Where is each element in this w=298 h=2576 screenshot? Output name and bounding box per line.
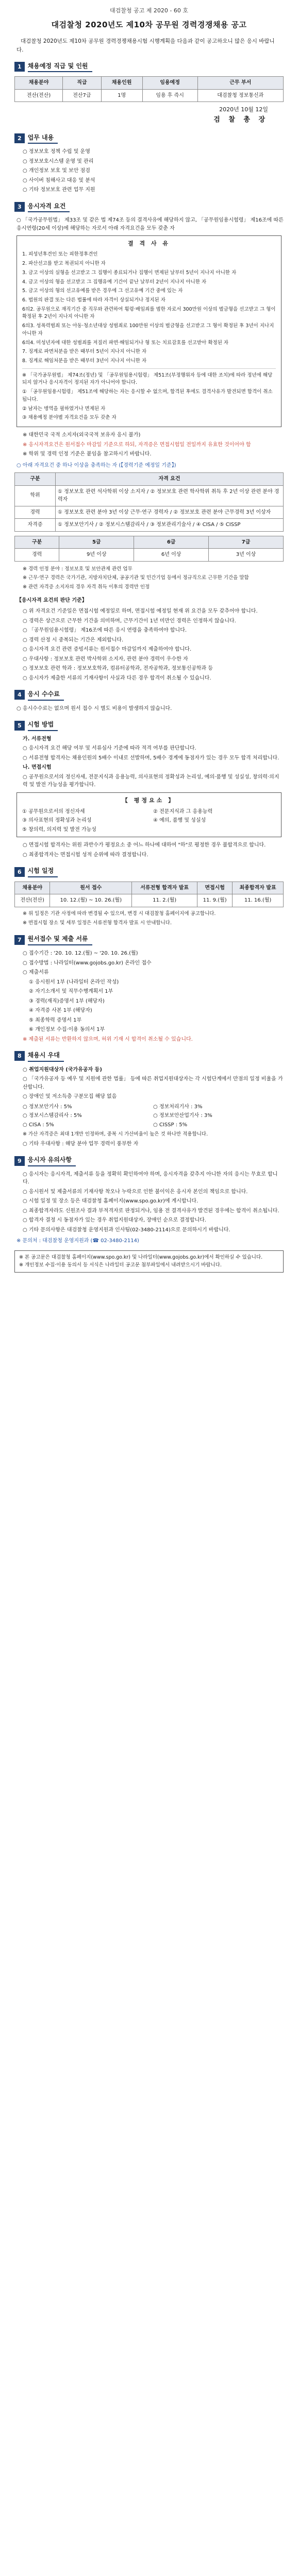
list-item: 5. 금고 이상의 형의 선고유예를 받은 경우에 그 선고유예 기간 중에 있는 자 <box>22 288 183 294</box>
table-cell: 11. 9.(월) <box>197 894 233 907</box>
table-cell: 6년 이상 <box>134 549 209 562</box>
list-item: ※ 면접시험 장소 및 세부 일정은 서류전형 합격자 발표 시 안내합니다. <box>23 920 172 926</box>
evaluation-factors-box <box>16 792 282 838</box>
list-item: ※ 제출된 서류는 반환하지 않으며, 허위 기재 시 합격이 취소될 수 있습니다. <box>23 1036 193 1042</box>
table-header: 6급 <box>134 536 209 549</box>
section-label: 응시 수수료 <box>28 689 64 701</box>
list-item: ③ 채용예정 분야별 자격요건을 모두 갖춘 자 <box>22 415 117 421</box>
footer-text: ※ 본 공고문은 대검찰청 홈페이지(www.spo.go.kr) 및 나라일터(www.gojobs.go.kr)에서 확인하실 수 있습니다. <box>19 1254 263 1260</box>
table-cell: 학위 <box>15 485 56 506</box>
document-number: 대검찰청 공고 제 2020 - 60 호 <box>110 7 188 14</box>
list-item: ③ 경력(재직)증명서 1부 (해당자) <box>29 998 105 1004</box>
list-item: ○ 합격자 결정 시 동점자가 있는 경우 취업지원대상자, 장애인 순으로 결정합니다. <box>23 1217 206 1224</box>
list-item: ⑤ 창의력, 의지력 및 발전 가능성 <box>22 826 96 833</box>
application-list <box>23 950 284 1043</box>
list-item: ○ 정보보안산업기사 : 3% <box>153 1113 212 1119</box>
table-row <box>15 89 284 102</box>
list-item: ○ 「공무원임용시험령」 제16조에 따른 응시 연령을 충족하여야 합니다. <box>23 628 187 634</box>
list-item: ○ CISA : 5% <box>23 1122 54 1128</box>
box-title: 【 평정요소 】 <box>122 796 176 804</box>
caution-list <box>23 1171 284 1234</box>
table-row <box>15 485 284 506</box>
list-item: 3. 금고 이상의 실형을 선고받고 그 집행이 종료되거나 집행이 면제된 날부터 5년이 지나지 아니한 자 <box>22 269 237 276</box>
list-item: ※ 근무·연구 경력은 국가기관, 지방자치단체, 공공기관 및 민간기업 등에서 정규직으로 근무한 기간을 말함 <box>23 575 249 581</box>
section-label: 원서접수 및 제출 서류 <box>28 934 92 945</box>
table-header: 최종합격자 발표 <box>233 882 284 894</box>
list-item: ○ 위 자격요건 기준일은 면접시험 예정일로 하며, 면접시험 예정일 현재 위 요건을 모두 갖추어야 합니다. <box>23 608 258 615</box>
exam-after-list <box>23 841 284 859</box>
list-item: ○ 시험 일정 및 장소 등은 대검찰청 홈페이지(www.spo.go.kr)에 게시합니다. <box>23 1198 198 1205</box>
table-row <box>15 519 284 532</box>
table-cell: 1명 <box>101 89 142 102</box>
table-header: 면접시험 <box>197 882 233 894</box>
list-item: ○ 공무원으로서의 정신자세, 전문지식과 응용능력, 의사표현의 정확성과 논리성, 예의·품행 및 성실성, 창의력·의지력 및 발전 가능성을 평가합니다. <box>23 774 279 788</box>
table-header: 원서 접수 <box>50 882 132 894</box>
table-cell: 경력 <box>15 506 56 519</box>
table-header: 서류전형 합격자 발표 <box>132 882 197 894</box>
table-cell: 자격증 <box>15 519 56 532</box>
list-item: ② 자기소개서 및 직무수행계획서 1부 <box>29 989 113 995</box>
section-number: 2 <box>14 133 25 143</box>
list-item: ※ 응시자격요건은 원서접수 마감일 기준으로 하되, 자격증은 면접시험일 전일까지 유효한 것이어야 함 <box>23 442 251 448</box>
section-header-4 <box>14 689 284 701</box>
table-header: 구분 <box>15 473 56 486</box>
table-header: 직급 <box>63 77 101 90</box>
criteria-list <box>23 607 284 682</box>
list-item: ※ 가산 자격증은 최대 1개만 인정하며, 중복 시 가산비율이 높은 것 하나만 적용합니다. <box>23 1131 208 1138</box>
list-item: ② 전문지식과 그 응용능력 <box>153 808 213 815</box>
list-item: ⑤ 최종학력 증명서 1부 <box>29 1017 82 1023</box>
qualification-notes <box>23 431 284 459</box>
list-item: 6의2. 공무원으로 재직기간 중 직무와 관련하여 횡령·배임죄를 범한 자로서 300만원 이상의 벌금형을 선고받고 그 형이 확정된 후 2년이 지나지 아니한 자 <box>22 306 276 320</box>
page-title: 대검찰청 2020년도 제10차 공무원 경력경쟁채용 공고 <box>51 20 247 30</box>
section-header-6 <box>14 866 284 877</box>
positions-table <box>14 76 284 102</box>
list-item: ○ 장애인 및 저소득층 구분모집 해당 없음 <box>23 1094 117 1100</box>
list-item: ○ 응시원서 및 제출서류의 기재사항 착오나 누락으로 인한 불이익은 응시자 본인의 책임으로 합니다. <box>23 1189 248 1195</box>
list-item: 가. 서류전형 <box>23 736 52 742</box>
section-number: 7 <box>14 935 25 945</box>
list-item: ○ 응시자가 제출한 서류의 기재사항이 사실과 다른 경우 합격이 취소될 수 있습니다. <box>23 675 211 681</box>
list-item: ○ 서류전형 합격자는 채용인원의 5배수 이내로 선발하며, 5배수 경계에 동점자가 있는 경우 모두 합격 처리합니다. <box>23 755 279 761</box>
section-header-2 <box>14 133 284 144</box>
list-item: ① 「공무원임용시험령」 제51조에 해당하는 자는 응시할 수 없으며, 합격된 후에도 결격사유가 발견되면 합격이 취소됩니다. <box>22 389 273 402</box>
table-cell: ① 정보보호 관련 분야 3년 이상 근무·연구 경력자 / ② 정보보호 관련 분야 근무경력 3년 이상자 <box>56 506 284 519</box>
list-item: 2. 파산선고를 받고 복권되지 아니한 자 <box>22 261 106 267</box>
table-notes <box>23 566 284 591</box>
requirements-table <box>14 472 284 532</box>
table-cell: ① 정보보안기사 / ② 정보시스템감리사 / ③ 정보관리기술사 / ④ CISA / ⑤ CISSP <box>56 519 284 532</box>
list-item: 7. 징계로 파면처분을 받은 때부터 5년이 지나지 아니한 자 <box>22 349 147 355</box>
table-row <box>15 549 284 562</box>
list-item: ※ 관련 자격증 소지자의 경우 자격 취득 이후의 경력만 인정 <box>23 584 150 590</box>
list-item: ○ 기타 문의사항은 대검찰청 운영지원과 인사팀(02-3480-2114)으로 문의하시기 바랍니다. <box>23 1227 230 1233</box>
section-label: 응시자격 요건 <box>28 201 70 213</box>
list-item: ※ 학위 및 경력 인정 기준은 붙임을 참고하시기 바랍니다. <box>23 451 152 457</box>
list-item: ○ 기타 우대사항 : 해당 분야 업무 경력이 풍부한 자 <box>23 1141 139 1147</box>
table-cell: ① 정보보호 관련 석사학위 이상 소지자 / ② 정보보호 관련 학사학위 취득 후 2년 이상 관련 분야 경력자 <box>56 485 284 506</box>
table-header: 임용예정 <box>142 77 197 90</box>
announcement-page <box>0 0 298 1283</box>
schedule-notes <box>23 910 284 927</box>
list-item: ○ 정보보호 정책 수립 및 운영 <box>23 149 90 155</box>
list-item: 4. 금고 이상의 형을 선고받고 그 집행유예 기간이 끝난 날부터 2년이 지나지 아니한 자 <box>22 279 207 285</box>
list-item: ○ 정보보호시스템 운영 및 관리 <box>23 158 94 164</box>
list-item: ③ 의사표현의 정확성과 논리성 <box>22 818 92 824</box>
section-label: 시험 방법 <box>28 720 58 731</box>
table-cell: 전산7급 <box>63 89 101 102</box>
list-item: ○ 정보보안기사 : 5% <box>23 1104 72 1110</box>
table-cell: 전산(전산) <box>15 89 63 102</box>
list-item: 1. 피성년후견인 또는 피한정후견인 <box>22 251 98 258</box>
list-item: ① 응시원서 1부 (나라일터 온라인 작성) <box>29 979 119 985</box>
table-cell: 9년 이상 <box>59 549 134 562</box>
contact-info: ※ 문의처 : 대검찰청 운영지원과 (☎ 02-3480-2114) <box>16 1238 139 1244</box>
section-header-5 <box>14 720 284 731</box>
table-cell: 대검찰청 정보통신과 <box>197 89 283 102</box>
list-item: ○ 경력 산정 시 중복되는 기간은 제외합니다. <box>23 637 124 643</box>
table-cell: 10. 12.(월) ~ 10. 26.(월) <box>50 894 132 907</box>
intro-text: 대검찰청 2020년도 제10차 공무원 경력경쟁채용시험 시행계획을 다음과 같이 공고하오니 많은 응시 바랍니다. <box>16 38 275 53</box>
footer-text-2: ※ 개인정보 수집·이용 동의서 등 서식은 나라일터 공고문 첨부파일에서 내려받으시기 바랍니다. <box>19 1262 222 1268</box>
list-item: 6. 법원의 판결 또는 다른 법률에 따라 자격이 상실되거나 정지된 자 <box>22 297 165 303</box>
list-item: ② 남자는 병역을 필하였거나 면제된 자 <box>22 405 106 412</box>
table-header: 자격 요건 <box>56 473 284 486</box>
list-item: ※ 위 일정은 기관 사정에 따라 변경될 수 있으며, 변경 시 대검찰청 홈페이지에 공고합니다. <box>23 910 216 917</box>
list-item: ○ 접수방법 : 나라일터(www.gojobs.go.kr) 온라인 접수 <box>23 960 152 966</box>
table-cell: 전산(전산) <box>15 894 50 907</box>
table-header: 구분 <box>15 536 59 549</box>
certificate-bonus-grid <box>23 1103 275 1129</box>
list-item: ④ 자격증 사본 1부 (해당자) <box>29 1008 92 1014</box>
fee-text: ○ 응시수수료는 없으며 원서 접수 시 별도 비용이 발생하지 않습니다. <box>16 705 172 711</box>
section-label: 시험 일정 <box>28 866 58 877</box>
list-item: ※ 「국가공무원법」 제74조(정년) 및 「공무원임용시험령」 제51조(부정행위자 등에 대한 조치)에 따라 정년에 해당되지 않거나 응시자격이 정지된 자가 아니어야 합니다. <box>22 372 273 386</box>
box-title: 결 격 사 유 <box>128 240 170 247</box>
list-item: 나. 면접시험 <box>23 765 52 771</box>
list-item: 8. 징계로 해임처분을 받은 때부터 3년이 지나지 아니한 자 <box>22 358 147 364</box>
table-header: 5급 <box>59 536 134 549</box>
list-item: 6의3. 성폭력범죄 또는 아동·청소년대상 성범죄로 100만원 이상의 벌금형을 선고받고 그 형이 확정된 후 3년이 지나지 아니한 자 <box>22 323 274 336</box>
list-item: 6의4. 미성년자에 대한 성범죄를 저질러 파면·해임되거나 형 또는 치료감호를 선고받아 확정된 자 <box>22 340 229 346</box>
section-number: 4 <box>14 690 25 700</box>
list-item: ○ 제출서류 <box>23 970 49 976</box>
list-item: ④ 예의, 품행 및 성실성 <box>153 818 206 824</box>
disqualification-box <box>16 235 282 427</box>
section-header-7 <box>14 934 284 945</box>
list-item: ○ 우대사항 : 정보보호 관련 박사학위 소지자, 관련 분야 경력이 우수한 자 <box>23 656 188 662</box>
table-row <box>15 506 284 519</box>
table-cell: 임용 후 즉시 <box>142 89 197 102</box>
list-item: ○ CISSP : 5% <box>153 1122 188 1128</box>
list-item: ○ 응시자격 요건 관련 증빙서류는 원서접수 마감일까지 제출하여야 합니다. <box>23 647 192 653</box>
section-number: 1 <box>14 62 25 72</box>
criteria-title: 【응시자격 요건의 판단 기준】 <box>16 597 87 603</box>
list-item: ※ 대한민국 국적 소지자(외국국적 보유자 응시 불가) <box>23 432 141 438</box>
list-item: ① 공무원으로서의 정신자세 <box>22 808 85 815</box>
section-label: 업무 내용 <box>28 133 58 144</box>
table-header: 채용인원 <box>101 77 142 90</box>
list-item: ○ 「국가유공자 등 예우 및 지원에 관한 법률」 등에 따른 취업지원대상자는 각 시험단계에서 만점의 일정 비율을 가산합니다. <box>23 1076 283 1090</box>
section-number: 9 <box>14 1156 25 1166</box>
preference-notes <box>23 1131 284 1148</box>
list-item: ○ 경력은 상근으로 근무한 기간을 의미하며, 근무기간이 1년 미만인 경력은 인정하지 않습니다. <box>23 618 236 624</box>
qualification-lead: ○ 「국가공무원법」 제33조 및 같은 법 제74조 등의 결격사유에 해당하지 않고, 「공무원임용시험령」 제16조에 따른 응시연령(20세 이상)에 해당하는 자로서 아래 자격요건을 모두 갖춘 자 <box>16 217 284 231</box>
announcement-date: 2020년 10월 12일 <box>219 106 268 113</box>
special-note <box>16 462 284 470</box>
exam-method-list <box>23 735 284 789</box>
table-header: 7급 <box>209 536 284 549</box>
signer: 검 찰 총 장 <box>213 116 268 124</box>
experience-years-table <box>14 536 284 562</box>
list-item: ○ 사이버 침해사고 대응 및 분석 <box>23 177 95 183</box>
section-label: 응시자 유의사항 <box>28 1155 76 1166</box>
list-item: ⑥ 개인정보 수집·이용 동의서 1부 <box>29 1027 105 1033</box>
list-item: ○ 응시자격 요건 해당 여부 및 서류심사 기준에 따라 적격 여부를 판단합니다. <box>23 745 196 752</box>
list-item: ※ 경력 인정 분야 : 정보보호 및 보안관제 관련 업무 <box>23 566 133 572</box>
table-row <box>15 894 284 907</box>
list-item: ○ 최종합격자라도 신원조사 결과 부적격자로 판정되거나, 임용 전 결격사유가 발견된 경우에는 합격이 취소됩니다. <box>23 1208 279 1214</box>
list-item: ○ 기타 정보보호 관련 업무 지원 <box>23 187 95 193</box>
preference-list <box>23 1066 284 1101</box>
list-item: ○ 정보시스템감리사 : 5% <box>23 1113 82 1119</box>
list-item: ○ 접수기간 : '20. 10. 12.(월) ~ '20. 10. 26.(월) <box>23 951 138 957</box>
section-header-8 <box>14 1050 284 1062</box>
section-number: 5 <box>14 721 25 731</box>
list-item: ○ 면접시험 합격자는 위원 과반수가 평정요소 중 어느 하나에 대하여 "하"로 평정한 경우 불합격으로 합니다. <box>23 842 266 849</box>
duty-list <box>23 148 284 194</box>
list-item: ○ 응시자는 응시자격, 제출서류 등을 정확히 확인하여야 하며, 응시자격을 갖추지 아니한 자의 응시는 무효로 합니다. <box>23 1171 278 1185</box>
section-number: 6 <box>14 867 25 877</box>
section-header-9 <box>14 1155 284 1166</box>
list-item: ○ 개인정보 보호 및 보안 점검 <box>23 168 90 174</box>
schedule-table <box>14 882 284 907</box>
table-cell: 3년 이상 <box>209 549 284 562</box>
table-cell: 11. 16.(월) <box>233 894 284 907</box>
footer-box <box>14 1250 284 1273</box>
table-cell: 경력 <box>15 549 59 562</box>
list-item: ○ 정보처리기사 : 3% <box>153 1104 203 1110</box>
section-number: 8 <box>14 1051 25 1061</box>
list-item: ○ 취업지원대상자 (국가유공자 등) <box>23 1066 102 1073</box>
list-item: ○ 최종합격자는 면접시험 성적 순위에 따라 결정합니다. <box>23 852 148 858</box>
table-header: 채용분야 <box>15 77 63 90</box>
table-header: 근무 부서 <box>197 77 283 90</box>
section-label: 채용시 우대 <box>28 1050 64 1062</box>
section-label: 채용예정 직급 및 인원 <box>28 61 92 73</box>
section-number: 3 <box>14 202 25 212</box>
section-header-1 <box>14 61 284 73</box>
special-note-text: ○ 아래 자격요건 중 하나 이상을 충족하는 자 (【경력기준 예정일 기준】) <box>16 462 176 468</box>
table-cell: 11. 2.(월) <box>132 894 197 907</box>
section-header-3 <box>14 201 284 213</box>
list-item: ○ 정보보호 관련 학과 : 정보보호학과, 컴퓨터공학과, 전자공학과, 정보통신공학과 등 <box>23 666 213 672</box>
table-header: 채용분야 <box>15 882 50 894</box>
